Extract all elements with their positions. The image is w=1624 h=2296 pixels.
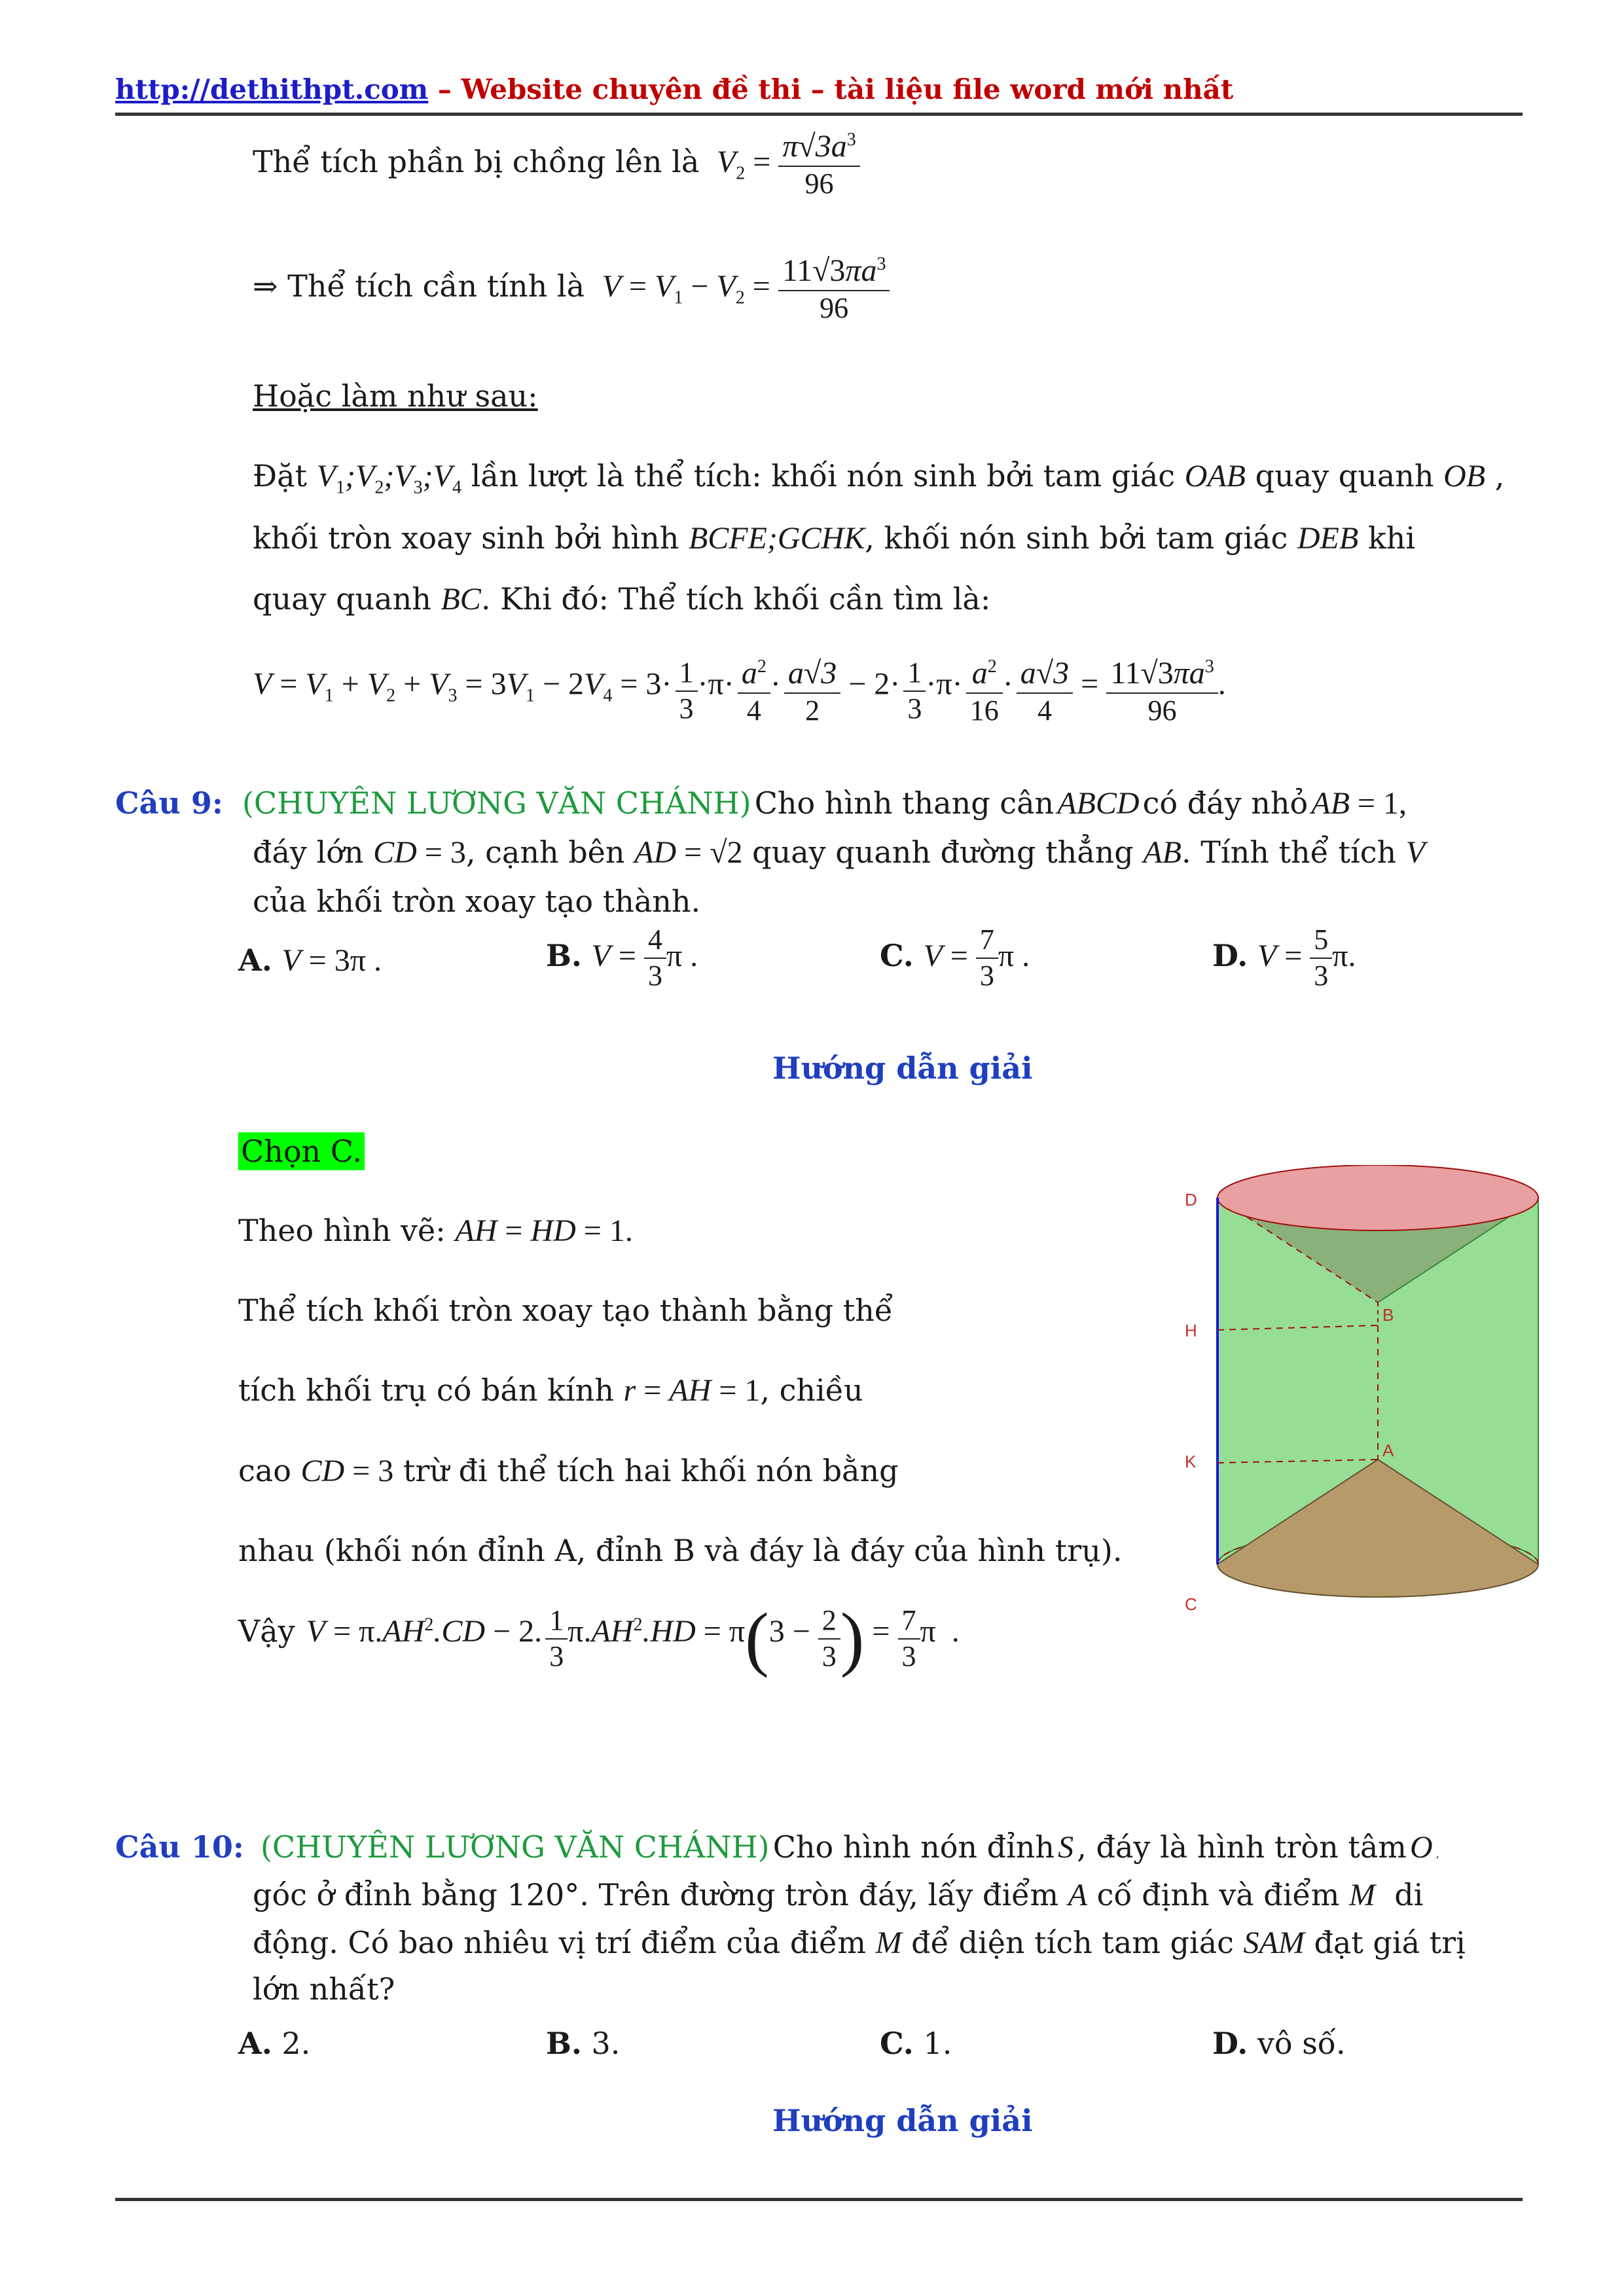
label-h: H xyxy=(1185,1321,1197,1340)
page-header xyxy=(115,73,1233,105)
label-d: D xyxy=(1185,1190,1197,1210)
alt-method-heading: Hoặc làm như sau: xyxy=(253,378,538,414)
q9-solution-5: nhau (khối nón đỉnh A, đỉnh B và đáy là đáy của hình trụ). xyxy=(238,1533,1123,1568)
q10-line4: lớn nhất? xyxy=(253,1971,395,2007)
q10-guide-heading: Hướng dẫn giải xyxy=(772,2103,1033,2138)
label-b: B xyxy=(1382,1305,1394,1325)
q9-option-b[interactable]: B. V = $\frac{4}{3}$ π . xyxy=(546,924,698,992)
q9-final-formula: Vậy $V = \pi.AH^2.CD - 2$. $\frac{1}{3}$ $\pi.AH^2.HD = \pi(3$ − $\frac{2}{3}$ ) = $\frac{7}{3}$ π . xyxy=(238,1598,960,1678)
cylinder-top xyxy=(1218,1165,1538,1230)
header-link[interactable]: http://dethithpt.com xyxy=(115,73,429,105)
q9-solution-3: tích khối trụ có bán kính r = AH = 1, chiều xyxy=(238,1372,863,1408)
overlap-volume-line: Thể tích phần bị chồng lên là $V_2$ = $\frac{\pi√3a^3}{96}$ xyxy=(253,128,860,201)
q10-line2: góc ở đỉnh bằng 120°. Trên đường tròn đáy, lấy điểm A cố định và điểm M di xyxy=(253,1877,1424,1912)
header-tagline: – Website chuyên đề thi – tài liệu file word mới nhất xyxy=(428,73,1234,105)
q9-chosen-answer: Chọn C. xyxy=(238,1132,365,1170)
label-c: C xyxy=(1185,1594,1197,1614)
alt-para-line1: Đặt $V_1;V_2;V_3;V_4$ lần lượt là thể tích: khối nón sinh bởi tam giác OAB quay quanh OB , xyxy=(253,458,1505,498)
q9-line2: đáy lớn CD = 3, cạnh bên AD = √2 quay quanh đường thẳng AB. Tính thể tích V xyxy=(253,834,1426,870)
q9-option-c[interactable]: C. V = $\frac{7}{3}$ π . xyxy=(880,924,1030,992)
q9-label: Câu 9: xyxy=(115,785,223,821)
q9-solution-1: Theo hình vẽ: AH = HD = 1. xyxy=(238,1213,633,1248)
footer-rule xyxy=(115,2198,1523,2201)
total-volume-line: ⇒ Thể tích cần tính là $V = V_1 - V_2$ = $\frac{11√3\pi a^3}{96}$ xyxy=(253,252,890,325)
total-volume-text: ⇒ Thể tích cần tính là xyxy=(253,268,585,304)
label-k: K xyxy=(1185,1452,1197,1471)
q9-guide-heading: Hướng dẫn giải xyxy=(772,1050,1033,1086)
q9-source: (CHUYÊN LƯƠNG VĂN CHÁNH) xyxy=(242,785,751,821)
q9-line3: của khối tròn xoay tạo thành. xyxy=(253,884,701,919)
q9-option-d[interactable]: D. V = $\frac{5}{3}$ π. xyxy=(1212,924,1356,992)
q10-option-b[interactable]: B. 3. xyxy=(546,2026,621,2061)
q10-line1: Câu 10: (CHUYÊN LƯƠNG VĂN CHÁNH) Cho hình nón đỉnh S , đáy là hình tròn tâm O , xyxy=(115,1829,1439,1865)
q9-option-a[interactable]: A. V = 3π . xyxy=(238,942,382,978)
alt-volume-formula: $V = V_1 + V_2 + V_3 = 3V_1 - 2V_4 = 3\cdot$ $\frac{1}{3}$ ·π· $\frac{a^2}{4}$ · $\frac{a√3}{2}$ − 2· $\frac{1}{3}$ ·π· $\frac{a^2}{16}$ · $\frac{a√3}{4}$ = $\frac{11√3\pi a^3}{96}$ . xyxy=(253,656,1226,726)
q10-option-d[interactable]: D. vô số. xyxy=(1212,2026,1346,2061)
q10-option-c[interactable]: C. 1. xyxy=(880,2026,952,2061)
alt-para-line2: khối tròn xoay sinh bởi hình BCFE;GCHK, khối nón sinh bởi tam giác DEB khi xyxy=(253,520,1416,556)
q10-line3: động. Có bao nhiêu vị trí điểm của điểm M để diện tích tam giác SAM đạt giá trị xyxy=(253,1925,1466,1960)
header-rule xyxy=(115,113,1523,116)
q9-line1: Câu 9: (CHUYÊN LƯƠNG VĂN CHÁNH) Cho hình thang cân ABCD có đáy nhỏ AB = 1, xyxy=(115,785,1407,821)
overlap-volume-text: Thể tích phần bị chồng lên là xyxy=(253,144,700,180)
alt-para-line3: quay quanh BC. Khi đó: Thể tích khối cần tìm là: xyxy=(253,581,991,617)
q10-label: Câu 10: xyxy=(115,1829,244,1865)
q9-solution-2: Thể tích khối tròn xoay tạo thành bằng thể xyxy=(238,1293,893,1328)
q9-solution-4: cao CD = 3 trừ đi thể tích hai khối nón bằng xyxy=(238,1453,899,1488)
label-a: A xyxy=(1382,1441,1394,1460)
q10-source: (CHUYÊN LƯƠNG VĂN CHÁNH) xyxy=(260,1829,770,1865)
q10-option-a[interactable]: A. 2. xyxy=(238,2026,311,2061)
cylinder-figure xyxy=(1172,1165,1558,1636)
